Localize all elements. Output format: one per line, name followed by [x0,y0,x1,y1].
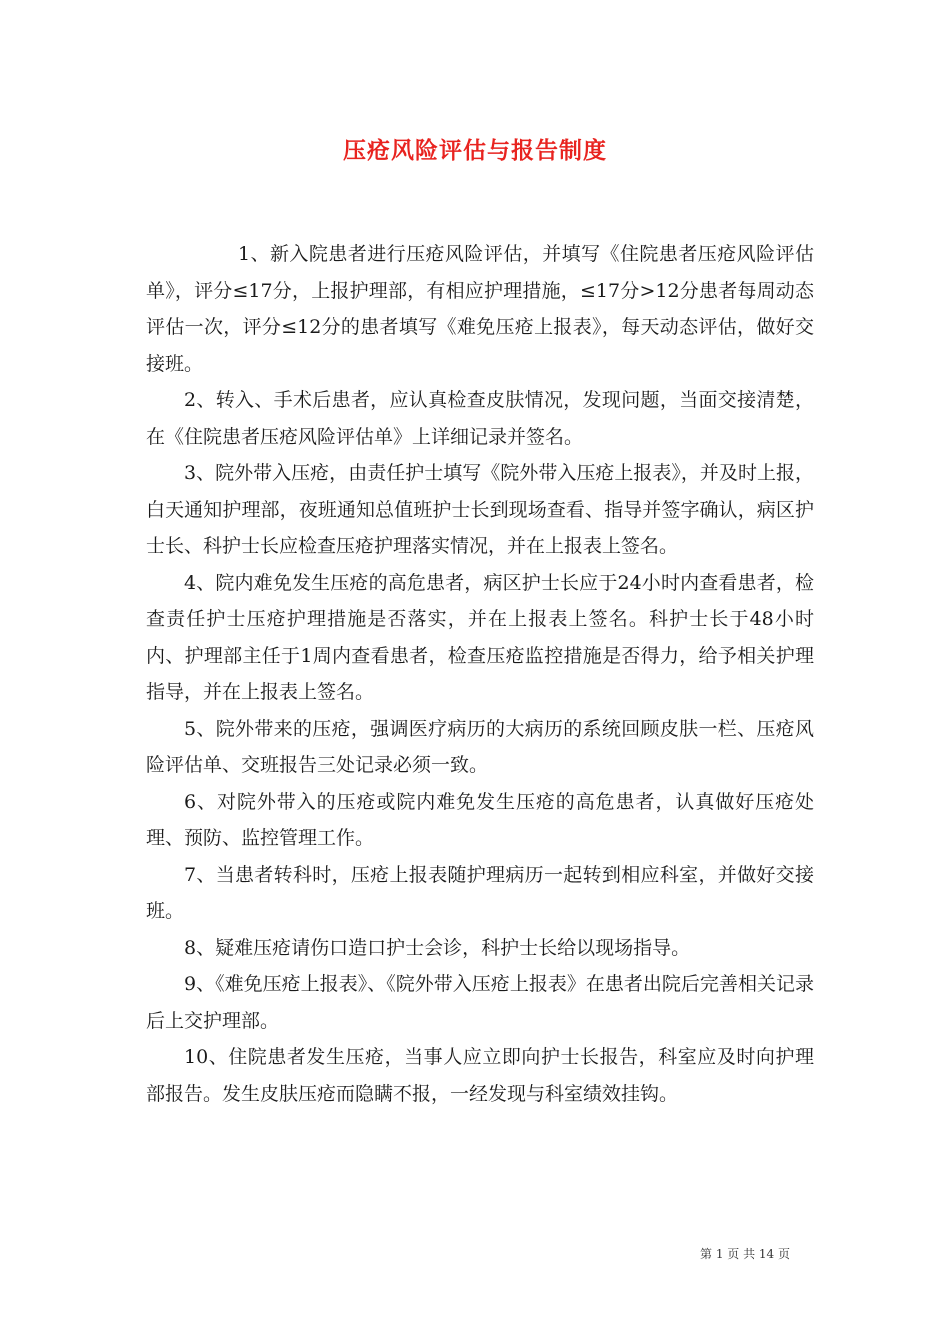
paragraph-5: 5、院外带来的压疮，强调医疗病历的大病历的系统回顾皮肤一栏、压疮风险评估单、交班报告三处记录必须一致。 [146,717,814,776]
paragraph-9: 9、《难免压疮上报表》、《院外带入压疮上报表》在患者出院后完善相关记录后上交护理部。 [146,973,814,1032]
paragraph-8: 8、疑难压疮请伤口造口护士会诊，科护士长给以现场指导。 [184,936,691,959]
paragraph-4: 4、院内难免发生压疮的高危患者，病区护士长应于24小时内查看患者，检查责任护士压疮护理措施是否落实，并在上报表上签名。科护士长于48小时内、护理部主任于1周内查看患者，检查压疮监控措施是否得力，给予相关护理指导，并在上报表上签名。 [146,571,814,703]
paragraph-10: 10、住院患者发生压疮，当事人应立即向护士长报告，科室应及时向护理部报告。发生皮肤压疮而隐瞒不报，一经发现与科室绩效挂钩。 [146,1046,814,1105]
paragraph-1: 1、新入院患者进行压疮风险评估，并填写《住院患者压疮风险评估单》，评分≤17分，上报护理部，有相应护理措施，≤17分>12分患者每周动态评估一次，评分≤12分的患者填写《难免压疮上报表》，每天动态评估，做好交接班。 [146,243,814,375]
paragraph-7: 7、当患者转科时，压疮上报表随护理病历一起转到相应科室，并做好交接班。 [146,863,814,922]
document-title: 压疮风险评估与报告制度 [343,137,607,164]
paragraph-2: 2、转入、手术后患者，应认真检查皮肤情况，发现问题，当面交接清楚，在《住院患者压疮风险评估单》上详细记录并签名。 [146,389,814,448]
paragraph-6: 6、对院外带入的压疮或院内难免发生压疮的高危患者，认真做好压疮处理、预防、监控管理工作。 [146,790,814,849]
paragraph-3: 3、院外带入压疮，由责任护士填写《院外带入压疮上报表》，并及时上报，白天通知护理部，夜班通知总值班护士长到现场查看、指导并签字确认，病区护士长、科护士长应检查压疮护理落实情况，并在上报表上签名。 [146,462,814,557]
page-number: 第 1 页 共 14 页 [700,1247,790,1261]
document-body [146,236,814,1112]
